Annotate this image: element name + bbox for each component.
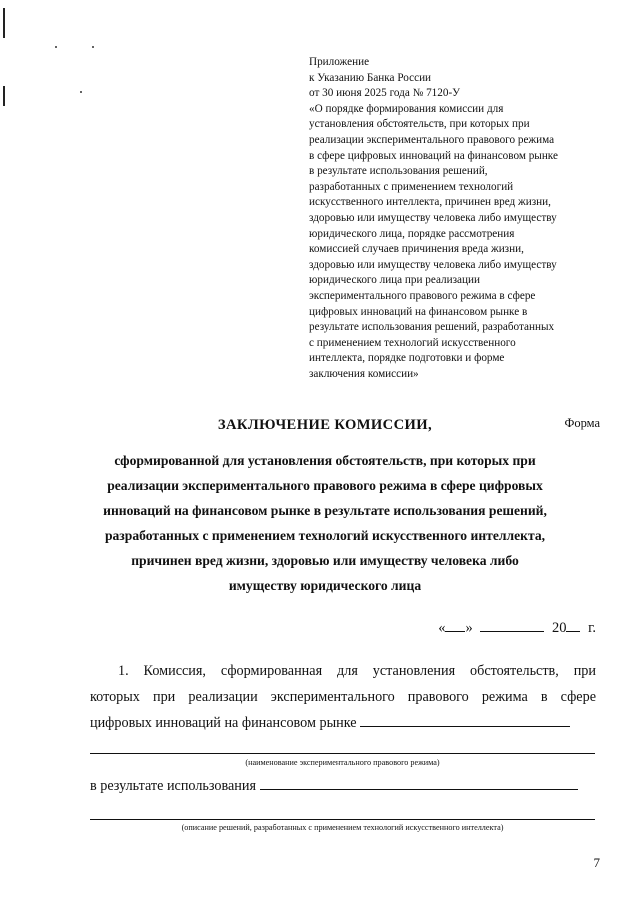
regime-name-field[interactable]	[90, 753, 595, 754]
appendix-line: с применением технологий искусственного	[309, 336, 516, 349]
scan-dot	[80, 91, 82, 93]
appendix-line: комиссией случаев причинения вреда жизни,	[309, 243, 524, 256]
paragraph-1	[90, 658, 596, 736]
appendix-line: результате использования решений, разработанных	[309, 321, 555, 334]
solutions-description-caption: (описание решений, разработанных с применением технологий искусственного интеллекта)	[181, 823, 504, 832]
appendix-line: здоровью или имуществу человека либо имуществу	[309, 258, 557, 271]
market-field[interactable]	[360, 712, 570, 727]
document-title	[60, 417, 590, 598]
scan-mark-top	[3, 8, 5, 38]
day-field[interactable]	[445, 617, 465, 632]
appendix-line: здоровью или имуществу человека либо имуществу	[309, 211, 557, 224]
usage-field[interactable]	[260, 775, 578, 790]
scan-dot	[55, 46, 57, 48]
date-line	[438, 617, 596, 637]
usage-label: в результате использования	[90, 778, 257, 794]
title-line: разработанных с применением технологий искусственного интеллекта,	[104, 528, 546, 543]
scan-dot	[92, 46, 94, 48]
title-line: реализации экспериментального правового режима в сфере цифровых	[107, 478, 543, 493]
date-open-quote: «	[438, 620, 446, 636]
title-line: имуществу юридического лица	[228, 578, 422, 593]
title-line: инноваций на финансовом рынке в результате использования решений,	[103, 503, 547, 518]
usage-line	[90, 775, 578, 795]
year-field[interactable]	[566, 617, 580, 632]
appendix-line: от 30 июня 2025 года № 7120-У	[309, 87, 461, 100]
title-main: ЗАКЛЮЧЕНИЕ КОМИССИИ,	[217, 417, 433, 433]
appendix-line: юридического лица при реализации	[309, 274, 480, 287]
appendix-line: интеллекта, порядке подготовки и форме	[309, 352, 505, 365]
title-line: причинен вред жизни, здоровью или имуществу человека либо	[131, 553, 519, 568]
appendix-line: заключения комиссии»	[309, 367, 419, 380]
solutions-description-field[interactable]	[90, 819, 595, 820]
appendix-line: установления обстоятельств, при которых при	[309, 118, 530, 131]
appendix-line: искусственного интеллекта, причинен вред жизни,	[309, 196, 551, 209]
month-field[interactable]	[480, 617, 544, 632]
appendix-line: в сфере цифровых инноваций на финансовом рынке	[309, 149, 558, 162]
paragraph-line: которых при реализации экспериментального правового режима в сфере	[90, 689, 596, 705]
date-close-quote: »	[465, 620, 473, 636]
appendix-line: реализации экспериментального правового режима	[309, 133, 555, 146]
paragraph-line: цифровых инноваций на финансовом рынке	[90, 715, 357, 731]
appendix-line: к Указанию Банка России	[309, 71, 432, 84]
appendix-line: Приложение	[309, 56, 370, 68]
appendix-line: экспериментального правового режима в сфере	[309, 289, 536, 302]
appendix-line: юридического лица, порядке рассмотрения	[309, 227, 515, 240]
regime-name-caption: (наименование экспериментального правового режима)	[245, 758, 440, 767]
title-line: сформированной для установления обстоятельств, при которых при	[114, 453, 536, 468]
scan-mark-middle	[3, 86, 5, 106]
year-prefix: 20	[551, 620, 567, 636]
page-number: 7	[593, 855, 600, 870]
appendix-line: «О порядке формирования комиссии для	[309, 102, 504, 115]
appendix-header	[309, 55, 604, 382]
paragraph-line-with-field	[90, 710, 596, 736]
year-suffix: г.	[588, 620, 596, 636]
paragraph-line: 1. Комиссия, сформированная для установления обстоятельств, при	[118, 663, 596, 679]
form-label: Форма	[564, 416, 600, 430]
appendix-line: цифровых инноваций на финансовом рынке в	[309, 305, 528, 318]
appendix-line: в результате использования решений,	[309, 165, 488, 178]
appendix-line: разработанных с применением технологий	[309, 180, 514, 193]
